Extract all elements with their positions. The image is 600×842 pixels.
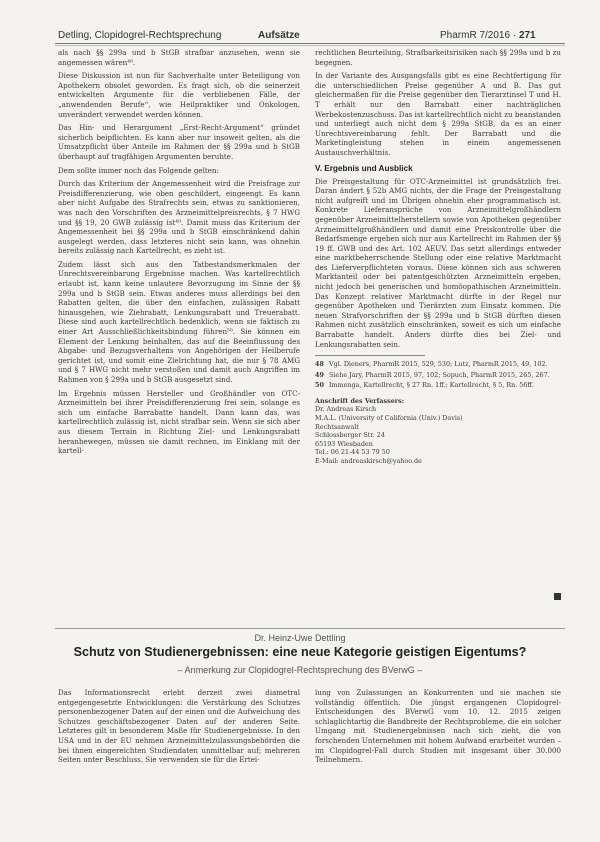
right-column: [315, 48, 561, 465]
footnote-number: 48: [315, 360, 324, 369]
article-subtitle: – Anmerkung zur Clopidogrel-Rechtsprechung des BVerwG –: [177, 665, 423, 675]
journal-issue: PharmR 7/2016 ·: [440, 30, 517, 41]
paragraph: Die Preisgestaltung für OTC-Arzneimittel ist grundsätzlich frei. Daran ändert § 52b AMG nichts, der die Frage der Preisgestaltung nicht aufgreift und im Übrigen ohnehin eher programmatisch ist. Konkrete Lieferansprüche von Arzneimittelgroßhändlern gegenüber Arzneimittelherstellern sowie von Apotheken gegenüber Arzneimittelgroßhändlern und damit eine Preiskontrolle über die Bedarfsmenge ergeben sich nur aus Kartellrecht im Rahmen der §§ 19 ff. GWB und des Art. 102 AEUV. Das setzt allerdings entweder eine marktbeherrschende Stellung oder eine relative Marktmacht des Lieferverpflichteten voraus. Diese können sich aus schweren Marktanteil oder bei patentgeschützten Arzneimitteln ergeben, nicht jedoch bei generischen und homöopathischen Arzneimitteln. Das Konzept relativer Marktmacht dürfte in der Regel nur gegenüber Apotheken und Tierärzten zum Einsatz kommen. Die neuen Strafvorschriften der §§ 299a und b StGB dürften diesen Rahmen nicht zusätzlich einschränken, soweit es sich um einfache Barrabatte handelt. Anders dürfte dies bei Ziel- und Lenkungsrabatten sein.: [315, 176, 561, 349]
paragraph: Zudem lässt sich aus den Tatbestandsmerkmalen der Unrechtsvereinbarung Ergebnisse machen. Was kartellrechtlich erlaubt ist, kann keine unlautere Bevorzugung im Sinne der §§ 299a und b StGB sein. Etwas anderes muss allerdings bei den Rabatten gelten, die über den einfachen, zulässigen Rabatt hinausgehen, wie Ziehrabatt, Lenkungsrabatt und Treuerabatt. Diese sind auch kartellrechtlich bedenklich, wenn sie faktisch zu einer Art Ausschließlichkeitsbindung führen⁵⁰. Sie können ein Element der Lenkung beinhalten, das auf die Beeinflussung des Abgabe- und Bezugsverhaltens von Angehörigen der Heilberufe gerichtet ist, und somit eine Zielrichtung hat, die nur § 78 AMG und § 7 HWG nicht mehr verstoßen und damit auch Angriffen im Rahmen von § 299a und b StGB ausgesetzt sind.: [58, 259, 300, 384]
paragraph: Durch das Kriterium der Angemessenheit wird die Preisfrage zur Preisdifferenzierung, wie oben geschildert, eingeengt. Es kann aber nicht Aufgabe des Strafrechts sein, etwas zu sanktionieren, was nach den Vorschriften des Arzneimittelpreisrechts, § 7 HWG und §§ 19, 20 GWB zulässig ist⁴⁹. Damit muss das Kriterium der Angemessenheit bei §§ 299a und b StGB einschränkend dahin ausgelegt werden, dass letzteres nicht sein kann, was ohnehin bereits zulässig nach Kartellrecht, es zieht ist.: [58, 179, 300, 256]
section-heading: V. Ergebnis und Ausblick: [315, 163, 413, 173]
address-line: M.A.L. (University of California (Univ.) Davis): [315, 413, 463, 422]
footnote-text: Vgl. Dieners, PharmR 2015, 529, 530; Lutz, PharmR 2015, 49, 102.: [329, 360, 548, 369]
paragraph: Diese Diskussion ist nun für Sachverhalte unter Beteiligung von Apothekern obsolet geworden. Es fragt sich, ob die seinerzeit entwickelten Argumente für die verbliebenen Fälle, der „anwendenden Berufe“, wie Heilpraktiker und Onkologen, unverändert verwendet werden können.: [58, 71, 300, 119]
address-line: 65193 Wiesbaden: [315, 439, 373, 448]
address-line: Rechtsanwalt: [315, 422, 359, 431]
running-header-left: Detling, Clopidogrel-Rechtsprechung: [58, 30, 222, 41]
article-right-column: [315, 688, 561, 769]
author-address: [315, 397, 561, 466]
footnote-number: 49: [315, 370, 324, 379]
address-line: Tel.: 06 21-44 53 79 50: [315, 448, 390, 457]
paragraph: als nach §§ 299a und b StGB strafbar anzusehen, wenn sie angemessen wären⁴⁸.: [58, 48, 300, 67]
footnote-text: Immenga, Kartellrecht, § 27 Rn. 1ff.; Kartellrecht, § 5, Rn. 56ff.: [329, 381, 534, 390]
footnote: [315, 381, 561, 390]
journal-ref: [440, 30, 536, 41]
paragraph: Im Ergebnis müssen Hersteller und Großhändler von OTC-Arzneimitteln bei ihrer Preisdifferenzierung frei sein, solange es sich um einfache Barrabatte handelt. Dann kann das, was kartellrechtlich zulässig ist, nicht strafbar sein. Wenn sie sich aber aus diesem Terrain in Richtung Ziel- und Lenkungsrabatt heranbewegen, müssen sie damit rechnen, im Einklang mit der kartell-: [58, 388, 300, 456]
header-rule-thin: [55, 45, 565, 46]
page-number: 271: [518, 30, 536, 41]
paragraph: lung von Zulassungen an Konkurrenten und sie machen sie vollständig öffentlich. Die jüngst ergangenen Clopidogrel-Entscheidungen des BVerwG vom 10. 12. 2015 zeigen schlaglichtartig die Bandbreite der Rechtsprobleme, die ein solcher Umgang mit Studienergebnissen nach sich zieht, die von forschenden Unternehmen mit hohem Aufwand erarbeitet wurden – im Clopidogrel-Fall durch Studien mit insgesamt über 30.000 Teilnehmern.: [315, 688, 561, 765]
footnote-number: 50: [315, 381, 324, 390]
paragraph: Das Informationsrecht erlebt derzeit zwei diametral entgegengesetzte Entwicklungen: die Verstärkung des Schutzes personenbezogener Daten auf der einen und die Aufweichung des Schutzes geschäftsbezogener Daten auf der anderen Seite. Letzteres gilt in besonderem Maße für Studienergebnisse. In den USA und in der EU nehmen Arzneimittelzulassungsbehörden die bei ihnen eingereichten Studiendaten unmittelbar auf; mehreren Seiten unter Beschluss. Sie verwenden sie für die Ertei-: [58, 688, 300, 765]
footnote-rule: [315, 355, 425, 356]
address-email: E-Mail: andreaskirsch@yahoo.de: [315, 456, 422, 465]
paragraph: rechtlichen Beurteilung, Strafbarkeitsrisiken nach §§ 299a und b zu begegnen.: [315, 48, 561, 67]
footnote: [315, 360, 561, 369]
address-line: Dr. Andreas Kirsch: [315, 405, 377, 414]
paragraph: Dem sollte immer noch das Folgende gelten:: [58, 165, 219, 175]
section-label: Aufsätze: [258, 30, 300, 41]
address-title: Anschrift des Verfassers:: [315, 396, 405, 405]
article-left-column: [58, 688, 300, 769]
article-author: Dr. Heinz-Uwe Dettling: [254, 633, 346, 643]
header-rule: [55, 43, 565, 44]
left-column: [58, 48, 300, 460]
end-of-article-mark: [554, 593, 561, 600]
paragraph: Das Hin- und Herargument „Erst-Recht-Argument“ gründet sicherlich beipflichten. Es kann aber nur insoweit gelten, als die Umsatzpflicht über Anteile im Rahmen der §§ 299a und b StGB überhaupt auf tragfähigen Argumenten beruhte.: [58, 123, 300, 161]
article-title: Schutz von Studienergebnissen: eine neue Kategorie geistigen Eigentums?: [73, 645, 527, 659]
footnote: [315, 371, 561, 380]
article-divider: [55, 628, 565, 629]
footnote-text: Siehe Jary, PharmR 2015, 97, 102; Sopuch, PharmR 2015, 265, 267.: [329, 370, 550, 379]
paragraph: In der Variante des Ausgangsfalls gibt es eine Rechtfertigung für die unterschiedlichen Preise gegenüber A und B. Das gut gleichermaßen für die Preise gegenüber den Tierarztinsel T und H. T erhält nur den Barrabatt einer nachträglichen Werbekostenzuschuss. Das ist kartellrechtlich nicht zu beanstanden und unterliegt auch nicht dem § 299a StGB, da es an einer Unrechtsvereinbarung fehlt. Der Barrabatt und die Marketingleistung stehen in einem angemessenen Austauschverhältnis.: [315, 71, 561, 157]
address-line: Schlossberger Str. 24: [315, 431, 385, 440]
